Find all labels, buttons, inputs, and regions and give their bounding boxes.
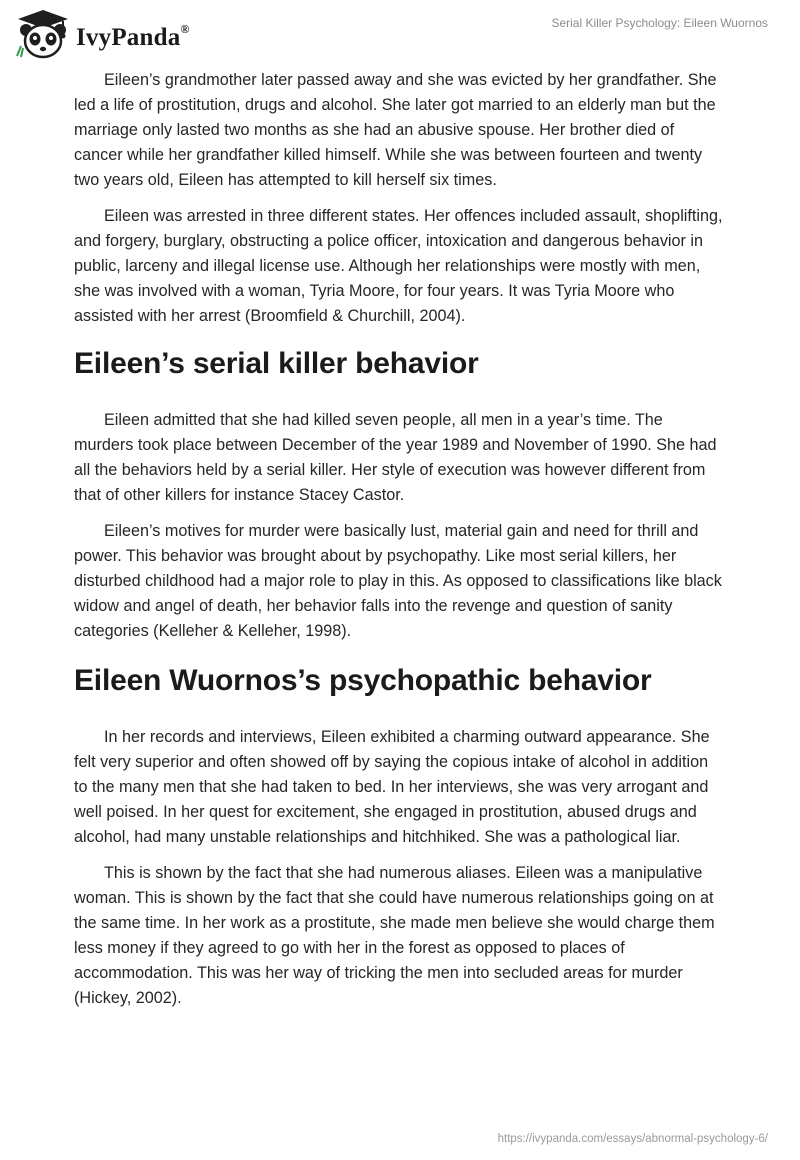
- ivypanda-logo[interactable]: [14, 8, 190, 65]
- paragraph: Eileen’s grandmother later passed away and she was evicted by her grandfather. She led a life of prostitution, drugs and alcohol. She later got married to an elderly man but the marriage only lasted two months as she had an abusive spouse. Her brother died of cancer while her grandfather killed himself. While she was between fourteen and twenty two years old, Eileen has attempted to kill herself six times.: [74, 71, 717, 189]
- registered-mark: ®: [180, 21, 190, 36]
- section-heading-psychopathic-behavior: Eileen Wuornos’s psychopathic behavior: [74, 664, 652, 697]
- brand-name: IvyPanda®: [76, 21, 190, 51]
- article-body: [74, 68, 724, 1011]
- paragraph: Eileen’s motives for murder were basically lust, material gain and need for thrill and power. This behavior was brought about by psychopathy. Like most serial killers, her disturbed childhood had a major role to play in this. As opposed to classifications like black widow and angel of death, her behavior falls into the revenge and question of sanity categories (Kelleher & Kelleher, 1998).: [74, 522, 722, 640]
- document-title: Serial Killer Psychology: Eileen Wuornos: [551, 16, 768, 30]
- paragraph: In her records and interviews, Eileen exhibited a charming outward appearance. She felt very superior and often showed off by saying the copious intake of alcohol in addition to the many men that she had taken to bed. In her interviews, she was very arrogant and well poised. In her quest for excitement, she engaged in prostitution, abused drugs and alcohol, had many unstable relationships and hitchhiked. She was a pathological liar.: [74, 728, 710, 846]
- page-header: [0, 0, 800, 68]
- paragraph: Eileen admitted that she had killed seven people, all men in a year’s time. The murders took place between December of the year 1989 and November of 1990. She had all the behaviors held by a serial killer. Her style of execution was however different from that of other killers for instance Stacey Castor.: [74, 411, 717, 504]
- paragraph: Eileen was arrested in three different states. Her offences included assault, shoplifting, and forgery, burglary, obstructing a police officer, intoxication and dangerous behavior in public, larceny and illegal license use. Although her relationships were mostly with men, she was involved with a woman, Tyria Moore, for four years. It was Tyria Moore who assisted with her arrest (Broomfield & Churchill, 2004).: [74, 207, 723, 325]
- source-url[interactable]: https://ivypanda.com/essays/abnormal-psychology-6/: [497, 1133, 768, 1145]
- section-heading-serial-killer-behavior: Eileen’s serial killer behavior: [74, 347, 479, 380]
- panda-graduate-icon: [14, 8, 72, 65]
- paragraph: This is shown by the fact that she had numerous aliases. Eileen was a manipulative woman. This is shown by the fact that she could have numerous relationships going on at the same time. In her work as a prostitute, she made men believe she would charge them less money if they agreed to go with her in the forest as opposed to places of accommodation. This was her way of tricking the men into secluded areas for murder (Hickey, 2002).: [74, 864, 715, 1007]
